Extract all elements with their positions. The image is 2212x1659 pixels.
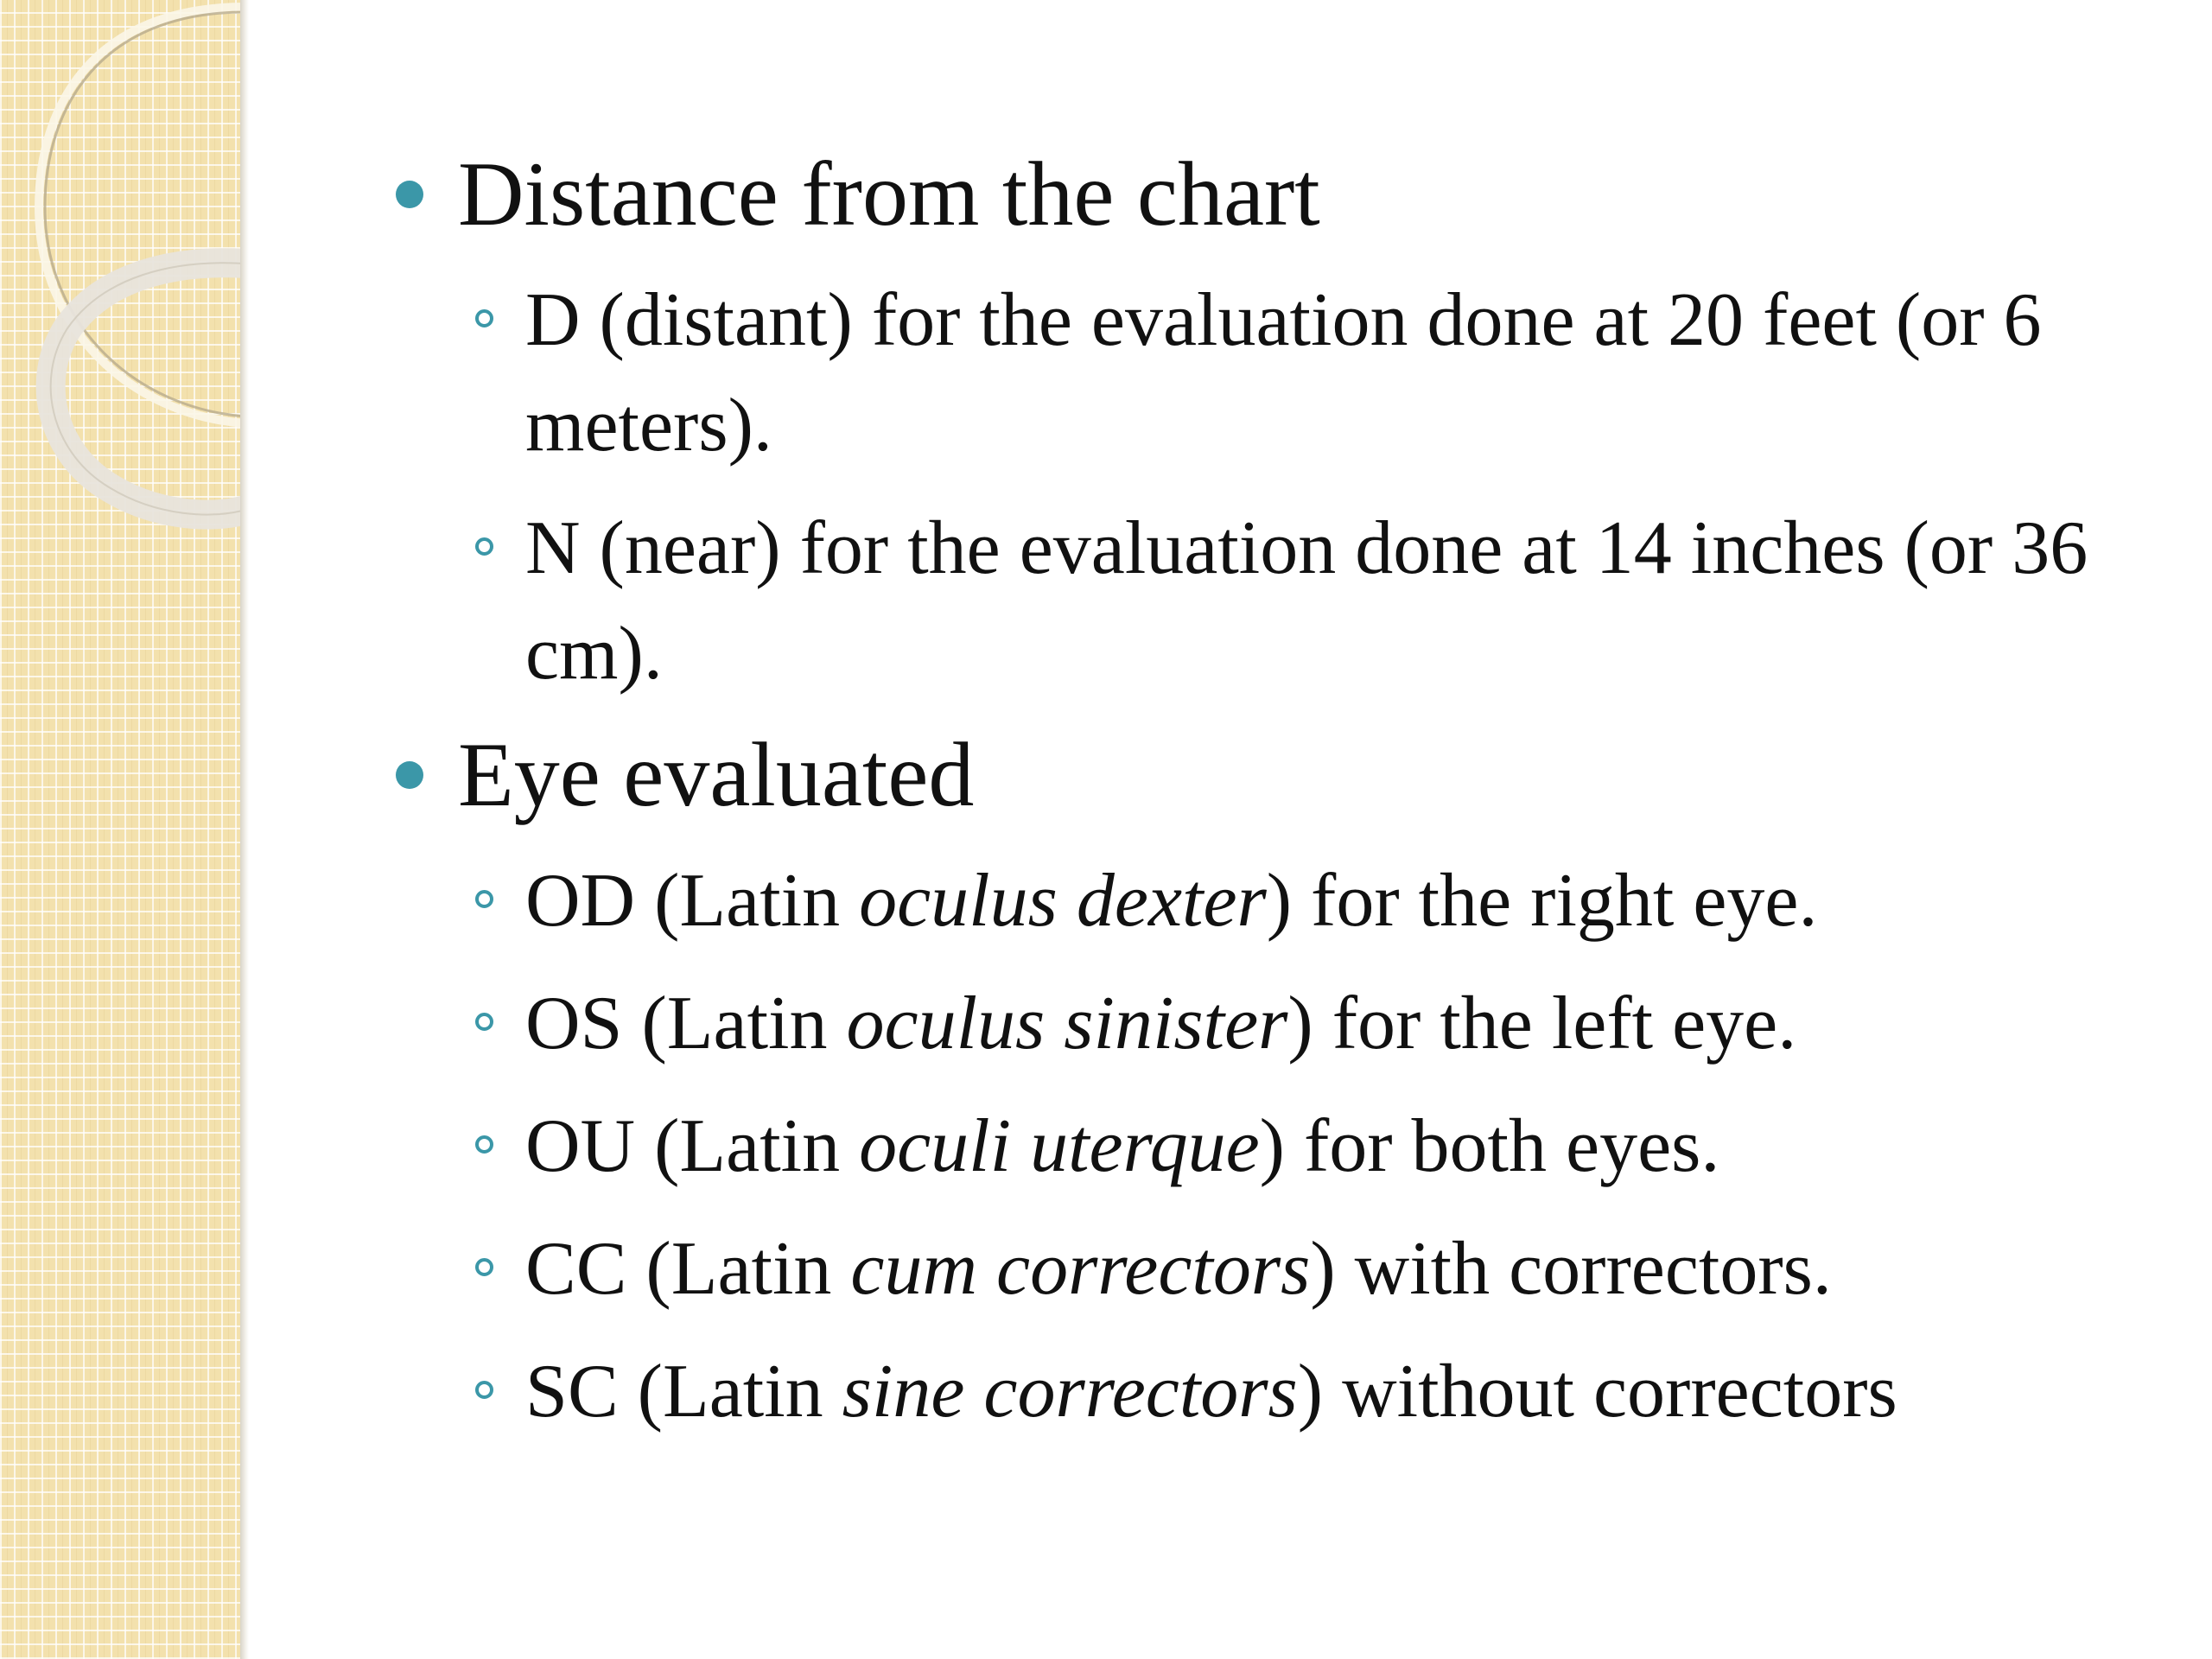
sub-bullet-text-pre: OS (Latin [525, 982, 847, 1065]
bullet-dot-icon [396, 181, 423, 208]
latin-term: oculi uterque [859, 1104, 1260, 1188]
ring-bullet-icon [475, 890, 493, 908]
ring-bullet-icon [475, 1381, 493, 1399]
slide-content [380, 130, 2160, 1445]
latin-term: sine correctors [842, 1350, 1298, 1433]
ring-bullet-icon [475, 1013, 493, 1031]
sub-bullet-near [380, 496, 2160, 707]
bullet-dot-icon [396, 761, 423, 789]
sub-bullet-text-pre: SC (Latin [525, 1350, 842, 1433]
sub-bullet-text-post: ) for both eyes. [1259, 1104, 1720, 1188]
ring-bullet-icon [475, 537, 493, 556]
side-band-edge [240, 0, 249, 1659]
ring-bullet-icon [475, 309, 493, 327]
latin-term: oculus dexter [859, 859, 1267, 943]
bullet-heading: Distance from the chart [458, 143, 1320, 245]
sub-bullet-distant [380, 268, 2160, 479]
sub-bullet-text: D (distant) for the evaluation done at 20 feet (or 6 meters). [525, 278, 2042, 467]
sub-bullet-text-post: ) for the right eye. [1266, 859, 1818, 943]
ring-bullet-icon [475, 1135, 493, 1154]
sub-bullet-text-pre: OD (Latin [525, 859, 860, 943]
bullet-heading: Eye evaluated [458, 724, 975, 825]
sub-bullet-text-post: ) with correctors. [1310, 1227, 1832, 1311]
sub-bullet-sc [380, 1339, 2160, 1445]
latin-term: oculus sinister [846, 982, 1288, 1065]
sub-bullet-text-pre: OU (Latin [525, 1104, 860, 1188]
sub-bullet-text: N (near) for the evaluation done at 14 inches (or 36 cm). [525, 506, 2088, 696]
ring-bullet-icon [475, 1258, 493, 1276]
sub-bullet-text-post: ) for the left eye. [1287, 982, 1797, 1065]
decorative-rings-graphic [0, 0, 245, 605]
sub-bullet-cc [380, 1217, 2160, 1322]
decorative-side-band [0, 0, 245, 1659]
sub-bullet-text-post: ) without correctors [1297, 1350, 1897, 1433]
latin-term: cum correctors [850, 1227, 1311, 1311]
sub-bullet-od [380, 849, 2160, 954]
sub-bullet-ou [380, 1094, 2160, 1199]
bullet-eye-evaluated [380, 710, 2160, 840]
sub-bullet-text-pre: CC (Latin [525, 1227, 851, 1311]
sub-bullet-os [380, 971, 2160, 1077]
bullet-distance-from-chart [380, 130, 2160, 259]
